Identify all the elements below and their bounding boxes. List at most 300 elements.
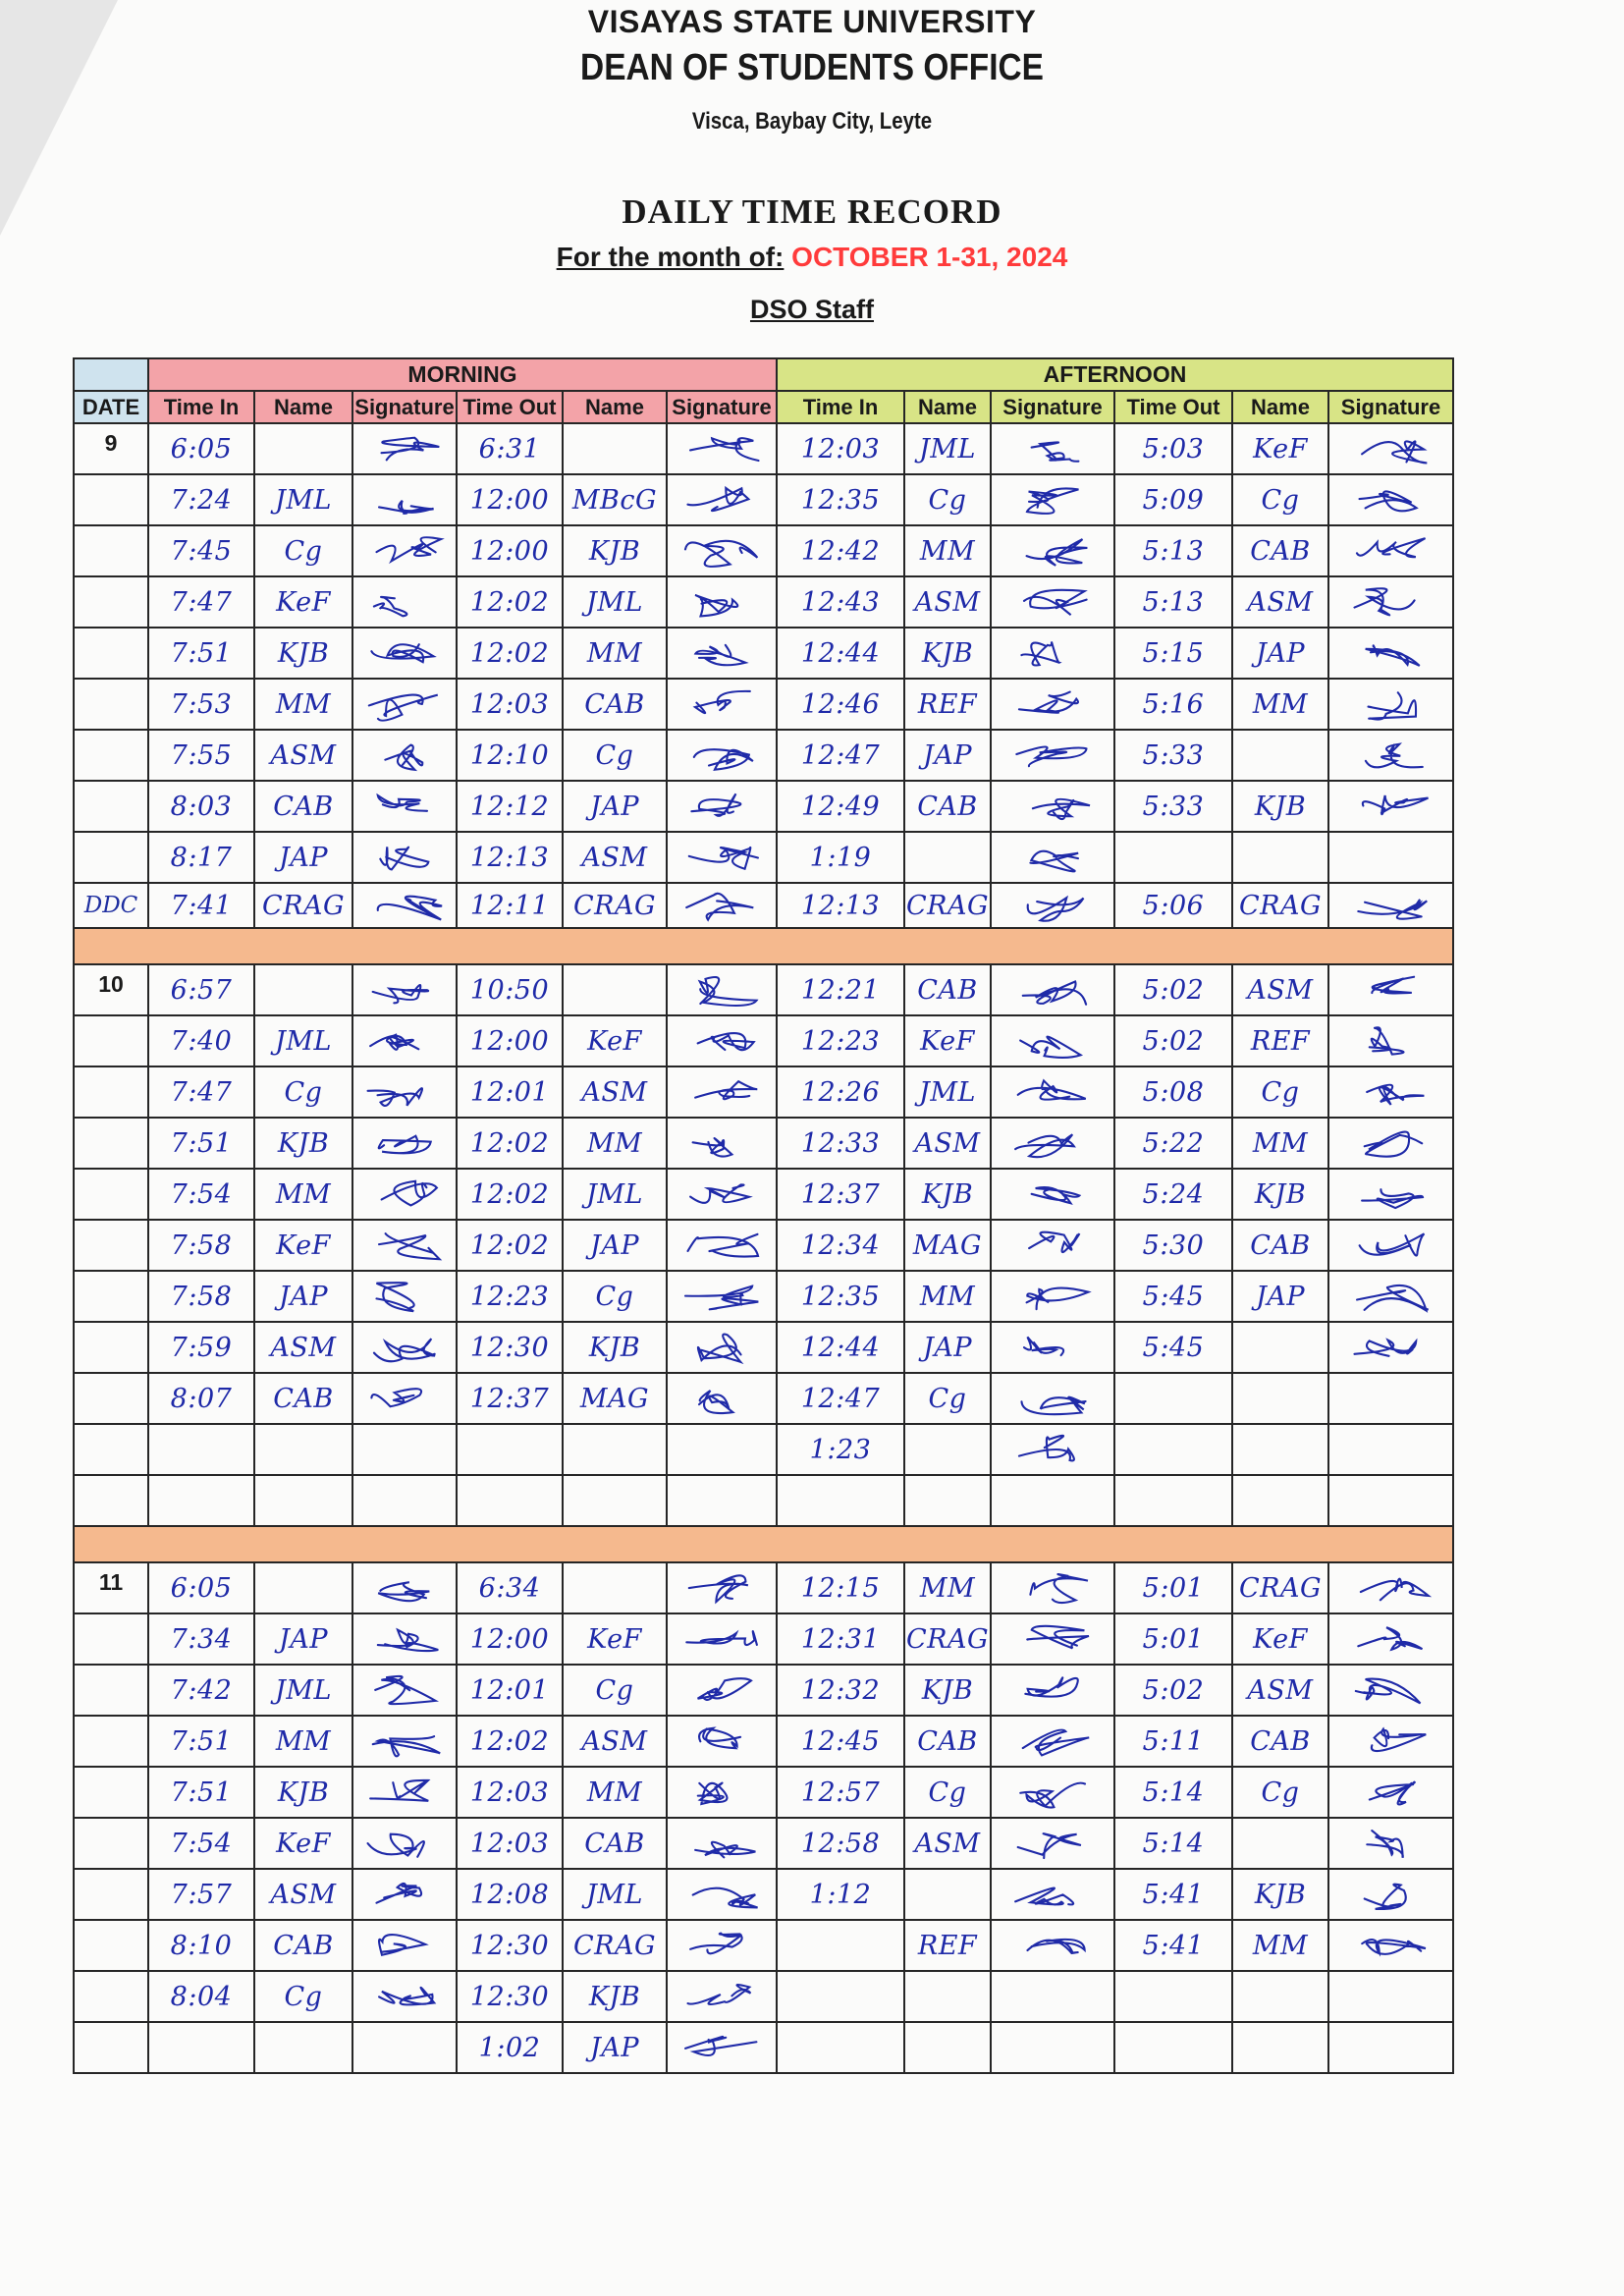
morning-signature-cell — [352, 1665, 457, 1716]
afternoon-time-out-cell: 5:02 — [1114, 1015, 1232, 1066]
period-header-row — [74, 358, 1453, 391]
morning-signature-cell — [352, 883, 457, 928]
handwritten-signature — [1344, 1327, 1438, 1368]
morning-name-cell: ASM — [254, 1869, 352, 1920]
morning-time-out-cell: 12:02 — [457, 1118, 563, 1169]
morning-name-cell — [254, 1475, 352, 1526]
afternoon-time-out-cell: 5:13 — [1114, 525, 1232, 576]
morning-name-cell: KeF — [254, 1220, 352, 1271]
afternoon-time-in-cell: 12:13 — [777, 883, 904, 928]
date-cell — [74, 1220, 148, 1271]
afternoon-signature-cell — [1328, 1322, 1453, 1373]
afternoon-time-in-cell: 1:12 — [777, 1869, 904, 1920]
morning-time-out-cell: 12:08 — [457, 1869, 563, 1920]
morning-time-out-cell: 12:00 — [457, 1015, 563, 1066]
morning-name-cell — [563, 1475, 667, 1526]
date-cell — [74, 1015, 148, 1066]
morning-time-in-cell: 7:51 — [148, 1716, 254, 1767]
afternoon-time-out-cell: 5:14 — [1114, 1818, 1232, 1869]
handwritten-signature — [675, 1618, 769, 1660]
handwritten-signature — [1005, 479, 1100, 520]
handwritten-signature — [357, 1874, 452, 1915]
morning-name-cell: ASM — [254, 1322, 352, 1373]
handwritten-signature — [1344, 1174, 1438, 1215]
morning-signature-column-header: Signature — [352, 391, 457, 423]
morning-signature-cell — [667, 1869, 777, 1920]
morning-time-out-cell: 10:50 — [457, 964, 563, 1015]
handwritten-signature — [1344, 1669, 1438, 1711]
morning-time-out-cell: 12:03 — [457, 679, 563, 730]
afternoon-time-in-cell — [777, 2022, 904, 2073]
afternoon-signature-cell — [1328, 1818, 1453, 1869]
afternoon-time-out-cell: 5:41 — [1114, 1920, 1232, 1971]
afternoon-signature-cell — [1328, 964, 1453, 1015]
morning-time-in-cell: 7:45 — [148, 525, 254, 576]
handwritten-signature — [1005, 1669, 1100, 1711]
month-line — [0, 242, 1624, 273]
handwritten-signature — [357, 428, 452, 469]
afternoon-time-out-cell: 5:02 — [1114, 1665, 1232, 1716]
morning-signature-cell — [667, 730, 777, 781]
table-row — [74, 730, 1453, 781]
date-cell — [74, 1118, 148, 1169]
morning-time-out-cell: 12:02 — [457, 576, 563, 628]
afternoon-name-cell: MM — [904, 1562, 991, 1613]
afternoon-time-out-cell: 5:15 — [1114, 628, 1232, 679]
morning-time-in-cell: 7:47 — [148, 1066, 254, 1118]
afternoon-name-cell — [1232, 1373, 1328, 1424]
afternoon-signature-cell — [1328, 1562, 1453, 1613]
afternoon-signature-cell — [991, 1169, 1114, 1220]
afternoon-signature-cell — [1328, 1424, 1453, 1475]
afternoon-name-cell: JML — [904, 423, 991, 474]
date-cell — [74, 1271, 148, 1322]
morning-time-out-cell: 12:23 — [457, 1271, 563, 1322]
handwritten-signature — [357, 1976, 452, 2017]
afternoon-signature-cell — [991, 1971, 1114, 2022]
afternoon-time-out-cell — [1114, 1424, 1232, 1475]
morning-signature-cell — [352, 964, 457, 1015]
morning-name-cell: KeF — [563, 1613, 667, 1665]
handwritten-signature — [675, 1174, 769, 1215]
morning-signature-cell — [352, 832, 457, 883]
handwritten-signature — [1344, 1020, 1438, 1062]
afternoon-name-cell: ASM — [904, 1818, 991, 1869]
morning-signature-cell — [667, 1322, 777, 1373]
afternoon-signature-cell — [991, 1424, 1114, 1475]
morning-signature-cell — [667, 1665, 777, 1716]
morning-signature-cell — [352, 1767, 457, 1818]
morning-signature-cell — [667, 1424, 777, 1475]
afternoon-signature-cell — [991, 679, 1114, 730]
morning-time-in-cell: 7:57 — [148, 1869, 254, 1920]
handwritten-signature — [357, 1225, 452, 1266]
handwritten-signature — [357, 479, 452, 520]
month-label: For the month of: — [556, 242, 785, 272]
morning-name-cell: CAB — [254, 1920, 352, 1971]
table-row — [74, 1424, 1453, 1475]
afternoon-time-in-cell: 12:34 — [777, 1220, 904, 1271]
morning-name-cell: MM — [563, 1118, 667, 1169]
morning-name-cell: CAB — [563, 1818, 667, 1869]
table-row — [74, 474, 1453, 525]
afternoon-signature-cell — [1328, 2022, 1453, 2073]
afternoon-time-out-cell: 5:11 — [1114, 1716, 1232, 1767]
afternoon-name-cell: REF — [904, 1920, 991, 1971]
afternoon-time-in-cell: 12:42 — [777, 525, 904, 576]
afternoon-name-cell: ASM — [1232, 1665, 1328, 1716]
handwritten-signature — [1005, 1772, 1100, 1813]
afternoon-name-cell: ASM — [1232, 576, 1328, 628]
handwritten-signature — [1005, 1721, 1100, 1762]
afternoon-signature-cell — [991, 525, 1114, 576]
afternoon-time-out-cell: 5:03 — [1114, 423, 1232, 474]
afternoon-time-in-cell: 12:49 — [777, 781, 904, 832]
afternoon-name-cell: CAB — [904, 964, 991, 1015]
handwritten-signature — [675, 969, 769, 1011]
afternoon-name-cell: MM — [1232, 1920, 1328, 1971]
time-record-body — [74, 423, 1453, 2073]
morning-signature-cell — [352, 1066, 457, 1118]
afternoon-name-cell: ASM — [904, 576, 991, 628]
handwritten-signature — [1005, 530, 1100, 572]
handwritten-signature — [357, 1567, 452, 1609]
afternoon-time-out-cell: 5:41 — [1114, 1869, 1232, 1920]
afternoon-name-cell: KeF — [904, 1015, 991, 1066]
handwritten-signature — [1344, 1618, 1438, 1660]
morning-name-cell: MM — [563, 628, 667, 679]
table-row — [74, 832, 1453, 883]
afternoon-name-cell: CRAG — [904, 883, 991, 928]
morning-signature-cell — [352, 525, 457, 576]
table-row — [74, 525, 1453, 576]
afternoon-signature-cell — [1328, 832, 1453, 883]
handwritten-signature — [1005, 632, 1100, 674]
afternoon-signature-cell — [1328, 1015, 1453, 1066]
morning-name-cell: KeF — [254, 1818, 352, 1869]
afternoon-name-cell — [904, 1971, 991, 2022]
afternoon-name-cell: KJB — [904, 1665, 991, 1716]
table-row — [74, 1373, 1453, 1424]
handwritten-signature — [675, 1122, 769, 1164]
staff-label: DSO Staff — [749, 295, 874, 324]
morning-name-cell: ASM — [563, 832, 667, 883]
day-separator-cell — [74, 1526, 1453, 1562]
morning-signature-cell — [667, 1920, 777, 1971]
handwritten-signature — [1344, 479, 1438, 520]
afternoon-time-in-cell — [777, 1920, 904, 1971]
handwritten-signature — [675, 1925, 769, 1966]
table-row — [74, 576, 1453, 628]
morning-name-cell: KeF — [563, 1015, 667, 1066]
morning-time-out-cell: 12:00 — [457, 1613, 563, 1665]
morning-name-cell: ASM — [563, 1066, 667, 1118]
morning-time-in-cell: 7:24 — [148, 474, 254, 525]
afternoon-name-cell: MM — [1232, 679, 1328, 730]
afternoon-name-column-header: Name — [904, 391, 991, 423]
date-cell — [74, 1424, 148, 1475]
morning-name-cell: JML — [254, 1665, 352, 1716]
afternoon-signature-cell — [1328, 883, 1453, 928]
handwritten-signature — [1005, 1276, 1100, 1317]
afternoon-signature-cell — [991, 1869, 1114, 1920]
afternoon-header: AFTERNOON — [777, 358, 1453, 391]
afternoon-signature-cell — [1328, 1169, 1453, 1220]
day-separator-row — [74, 928, 1453, 964]
afternoon-time-in-cell: 12:44 — [777, 628, 904, 679]
handwritten-signature — [1005, 1567, 1100, 1609]
afternoon-name-cell: KJB — [1232, 1169, 1328, 1220]
morning-signature-cell — [352, 474, 457, 525]
handwritten-signature — [1005, 1874, 1100, 1915]
document-title: DAILY TIME RECORD — [622, 192, 1002, 231]
table-row — [74, 1220, 1453, 1271]
handwritten-signature — [675, 1327, 769, 1368]
afternoon-time-in-cell: 12:26 — [777, 1066, 904, 1118]
handwritten-signature — [1344, 1721, 1438, 1762]
afternoon-name-cell — [1232, 1475, 1328, 1526]
handwritten-signature — [675, 1874, 769, 1915]
afternoon-signature-cell — [1328, 1220, 1453, 1271]
afternoon-name-cell: CRAG — [904, 1613, 991, 1665]
morning-signature-cell — [667, 474, 777, 525]
afternoon-signature-cell — [1328, 576, 1453, 628]
afternoon-time-in-cell: 12:44 — [777, 1322, 904, 1373]
morning-signature-cell — [667, 2022, 777, 2073]
date-cell — [74, 2022, 148, 2073]
afternoon-signature-cell — [991, 1118, 1114, 1169]
handwritten-signature — [1344, 530, 1438, 572]
morning-name-cell: MM — [254, 1716, 352, 1767]
office-address: Visca, Baybay City, Leyte — [691, 108, 933, 135]
handwritten-signature — [1005, 428, 1100, 469]
date-cell — [74, 1475, 148, 1526]
table-row — [74, 1562, 1453, 1613]
afternoon-time-in-cell: 12:46 — [777, 679, 904, 730]
morning-time-in-cell: 7:55 — [148, 730, 254, 781]
handwritten-signature — [1005, 1225, 1100, 1266]
morning-time-in-cell — [148, 2022, 254, 2073]
handwritten-signature — [1344, 735, 1438, 776]
afternoon-time-out-cell: 5:30 — [1114, 1220, 1232, 1271]
date-cell — [74, 1066, 148, 1118]
morning-name-cell: MBcG — [563, 474, 667, 525]
date-cell — [74, 1322, 148, 1373]
handwritten-signature — [1005, 969, 1100, 1011]
afternoon-time-out-cell: 5:45 — [1114, 1322, 1232, 1373]
morning-signature-cell — [667, 576, 777, 628]
morning-name-cell: KJB — [563, 1322, 667, 1373]
morning-time-out-cell: 12:12 — [457, 781, 563, 832]
morning-name-cell: JAP — [254, 1271, 352, 1322]
morning-name-cell: Cg — [563, 730, 667, 781]
morning-time-out-cell: 6:34 — [457, 1562, 563, 1613]
handwritten-signature — [675, 1020, 769, 1062]
morning-signature-cell — [667, 1169, 777, 1220]
handwritten-signature — [1344, 1925, 1438, 1966]
afternoon-time-out-cell: 5:24 — [1114, 1169, 1232, 1220]
afternoon-name-cell — [904, 1424, 991, 1475]
handwritten-signature — [1344, 1276, 1438, 1317]
morning-time-out-cell: 12:02 — [457, 1169, 563, 1220]
afternoon-name-cell: JAP — [904, 730, 991, 781]
table-row — [74, 1613, 1453, 1665]
afternoon-time-in-cell: 1:23 — [777, 1424, 904, 1475]
handwritten-signature — [1344, 1071, 1438, 1113]
handwritten-signature — [675, 1071, 769, 1113]
morning-signature-cell — [667, 1118, 777, 1169]
morning-time-out-cell: 12:30 — [457, 1322, 563, 1373]
morning-name-cell: ASM — [254, 730, 352, 781]
handwritten-signature — [357, 581, 452, 623]
afternoon-time-in-cell: 12:21 — [777, 964, 904, 1015]
afternoon-name-cell: CAB — [1232, 1220, 1328, 1271]
university-name: VISAYAS STATE UNIVERSITY — [587, 4, 1037, 39]
afternoon-signature-cell — [1328, 628, 1453, 679]
handwritten-signature — [1344, 581, 1438, 623]
morning-signature-cell — [352, 1818, 457, 1869]
handwritten-signature — [675, 1823, 769, 1864]
date-cell — [74, 832, 148, 883]
afternoon-signature-cell — [991, 1271, 1114, 1322]
morning-time-out-cell: 12:02 — [457, 1220, 563, 1271]
morning-signature-cell — [667, 1716, 777, 1767]
afternoon-signature-cell — [991, 832, 1114, 883]
morning-time-in-cell: 7:54 — [148, 1818, 254, 1869]
afternoon-name-cell: JAP — [1232, 628, 1328, 679]
afternoon-signature-cell — [1328, 1066, 1453, 1118]
afternoon-time-out-cell: 5:02 — [1114, 964, 1232, 1015]
afternoon-name-cell: CAB — [904, 781, 991, 832]
afternoon-time-in-cell: 12:43 — [777, 576, 904, 628]
handwritten-signature — [675, 683, 769, 725]
handwritten-signature — [357, 735, 452, 776]
afternoon-time-out-cell — [1114, 1971, 1232, 2022]
afternoon-time-out-cell: 5:01 — [1114, 1562, 1232, 1613]
date-cell — [74, 730, 148, 781]
morning-name-cell: CRAG — [254, 883, 352, 928]
handwritten-signature — [1344, 1567, 1438, 1609]
handwritten-signature — [1344, 885, 1438, 926]
morning-time-out-cell — [457, 1475, 563, 1526]
morning-name-column-header: Name — [254, 391, 352, 423]
morning-time-in-cell: 8:04 — [148, 1971, 254, 2022]
handwritten-signature — [1005, 1122, 1100, 1164]
morning-name-cell: JAP — [563, 2022, 667, 2073]
morning-signature-cell — [667, 883, 777, 928]
morning-signature-cell — [352, 1562, 457, 1613]
morning-signature-cell — [667, 1562, 777, 1613]
afternoon-signature-cell — [1328, 1373, 1453, 1424]
handwritten-signature — [1344, 1225, 1438, 1266]
morning-time-out-cell: 12:37 — [457, 1373, 563, 1424]
morning-signature-cell — [667, 832, 777, 883]
handwritten-signature — [357, 885, 452, 926]
afternoon-name-cell — [904, 1869, 991, 1920]
morning-name-cell: CAB — [254, 1373, 352, 1424]
afternoon-name-cell: Cg — [1232, 1767, 1328, 1818]
morning-time-in-cell: 7:51 — [148, 628, 254, 679]
morning-header: MORNING — [148, 358, 777, 391]
handwritten-signature — [675, 428, 769, 469]
afternoon-name-cell: CAB — [904, 1716, 991, 1767]
afternoon-signature-cell — [1328, 1271, 1453, 1322]
handwritten-signature — [1344, 683, 1438, 725]
table-row — [74, 1665, 1453, 1716]
afternoon-signature-cell — [991, 964, 1114, 1015]
morning-name-cell: CRAG — [563, 1920, 667, 1971]
handwritten-signature — [357, 1276, 452, 1317]
morning-name-cell: CAB — [563, 679, 667, 730]
afternoon-signature-cell — [1328, 1665, 1453, 1716]
morning-signature-cell — [352, 2022, 457, 2073]
morning-name-cell: JML — [563, 1869, 667, 1920]
morning-signature-cell — [352, 1869, 457, 1920]
date-cell — [74, 781, 148, 832]
morning-time-out-cell: 12:30 — [457, 1971, 563, 2022]
morning-name-cell: MAG — [563, 1373, 667, 1424]
morning-name-cell: Cg — [563, 1271, 667, 1322]
morning-time-in-column-header: Time In — [148, 391, 254, 423]
afternoon-signature-cell — [991, 1613, 1114, 1665]
morning-signature-cell — [667, 525, 777, 576]
afternoon-signature-cell — [1328, 1971, 1453, 2022]
handwritten-signature — [675, 530, 769, 572]
afternoon-name-cell: CAB — [1232, 1716, 1328, 1767]
afternoon-name-cell: JAP — [1232, 1271, 1328, 1322]
handwritten-signature — [357, 969, 452, 1011]
morning-signature-cell — [667, 1015, 777, 1066]
morning-signature-cell — [667, 1818, 777, 1869]
morning-signature-cell — [352, 576, 457, 628]
afternoon-time-out-cell — [1114, 832, 1232, 883]
handwritten-signature — [675, 1976, 769, 2017]
afternoon-name-cell: MM — [904, 1271, 991, 1322]
afternoon-name-cell — [1232, 2022, 1328, 2073]
morning-time-in-cell: 7:54 — [148, 1169, 254, 1220]
afternoon-name-cell — [1232, 832, 1328, 883]
date-cell — [74, 474, 148, 525]
afternoon-name-cell: JML — [904, 1066, 991, 1118]
handwritten-signature — [1005, 1618, 1100, 1660]
morning-name-column-header: Name — [563, 391, 667, 423]
afternoon-signature-cell — [1328, 1920, 1453, 1971]
afternoon-time-in-cell — [777, 1475, 904, 1526]
afternoon-time-out-cell: 5:33 — [1114, 730, 1232, 781]
afternoon-signature-cell — [1328, 474, 1453, 525]
date-cell — [74, 1613, 148, 1665]
table-row — [74, 1818, 1453, 1869]
morning-signature-cell — [352, 679, 457, 730]
morning-signature-cell — [352, 423, 457, 474]
afternoon-signature-cell — [991, 1818, 1114, 1869]
afternoon-name-cell: Cg — [904, 1767, 991, 1818]
afternoon-signature-cell — [991, 1015, 1114, 1066]
morning-signature-cell — [667, 1373, 777, 1424]
handwritten-signature — [1005, 885, 1100, 926]
afternoon-name-cell: MAG — [904, 1220, 991, 1271]
afternoon-signature-cell — [991, 1920, 1114, 1971]
table-row — [74, 1475, 1453, 1526]
morning-time-in-cell: 7:59 — [148, 1322, 254, 1373]
handwritten-signature — [357, 837, 452, 878]
afternoon-time-in-cell: 1:19 — [777, 832, 904, 883]
handwritten-signature — [1005, 1020, 1100, 1062]
afternoon-name-cell: MM — [904, 525, 991, 576]
afternoon-name-cell: KJB — [904, 628, 991, 679]
morning-time-in-cell: 6:57 — [148, 964, 254, 1015]
afternoon-time-in-cell: 12:47 — [777, 730, 904, 781]
